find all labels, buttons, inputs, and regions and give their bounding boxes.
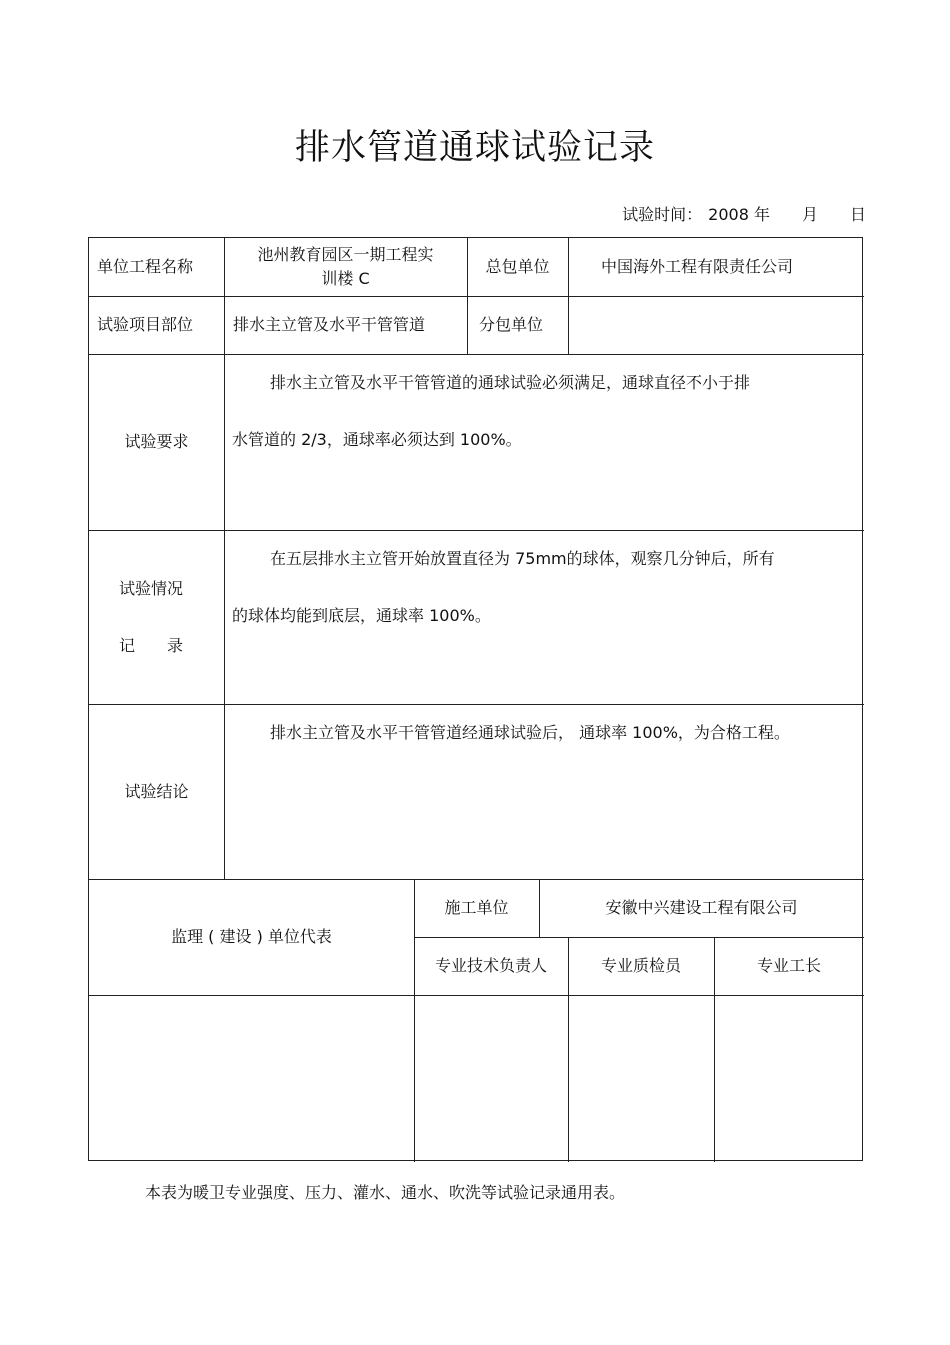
record-line2: 的球体均能到底层，通球率 100%。 [232,606,491,625]
col-divider [568,238,569,354]
record-label-line1: 试验情况 [119,579,184,598]
record-label [89,530,224,704]
test-date-label: 试验时间： [622,205,703,224]
construction-unit-value: 安徽中兴建设工程有限公司 [605,898,798,917]
construction-unit-label: 施工单位 [444,898,509,917]
footnote: 本表为暖卫专业强度、压力、灌水、通水、吹洗等试验记录通用表。 [145,1183,626,1202]
tech-lead-label: 专业技术负责人 [434,956,547,975]
test-date [622,202,866,225]
test-location-label: 试验项目部位 [97,315,194,334]
foreman-signature-area [714,995,864,1162]
subcontractor-label: 分包单位 [479,315,544,334]
test-date-day: 日 [849,205,866,224]
project-name-line1: 池州教育园区一期工程实 [257,245,434,264]
record-form [88,237,863,1161]
foreman-label: 专业工长 [756,956,821,975]
requirements-label: 试验要求 [124,432,189,451]
requirements-line1: 排水主立管及水平干管管道的通球试验必须满足，通球直径不小于排 [270,373,751,392]
subcontractor-value [579,296,864,354]
general-contractor-value: 中国海外工程有限责任公司 [601,257,794,276]
test-location-value: 排水主立管及水平干管管道 [233,315,426,334]
tech-lead-signature-area [414,995,568,1162]
conclusion-line1: 排水主立管及水平干管管道经通球试验后， 通球率 100%，为合格工程。 [270,723,790,742]
project-name-line2: 训楼 C [321,269,370,288]
col-divider [224,238,225,879]
conclusion-label: 试验结论 [124,781,189,801]
quality-inspector-signature-area [568,995,714,1162]
general-contractor-label: 总包单位 [485,257,550,276]
quality-inspector-label: 专业质检员 [600,956,681,975]
test-date-year: 2008 年 [708,205,770,224]
supervisor-label: 监理 ( 建设 ) 单位代表 [171,927,332,946]
record-label-line2: 记 录 [119,636,184,655]
project-name-value [224,238,467,296]
page-title: 排水管道通球试验记录 [294,128,655,168]
project-name-label: 单位工程名称 [97,257,194,276]
supervisor-signature-area [89,995,414,1162]
record-line1: 在五层排水主立管开始放置直径为 75mm的球体，观察几分钟后，所有 [270,549,775,568]
test-date-month: 月 [801,205,818,224]
requirements-line2: 水管道的 2/3，通球率必须达到 100%。 [232,430,522,449]
